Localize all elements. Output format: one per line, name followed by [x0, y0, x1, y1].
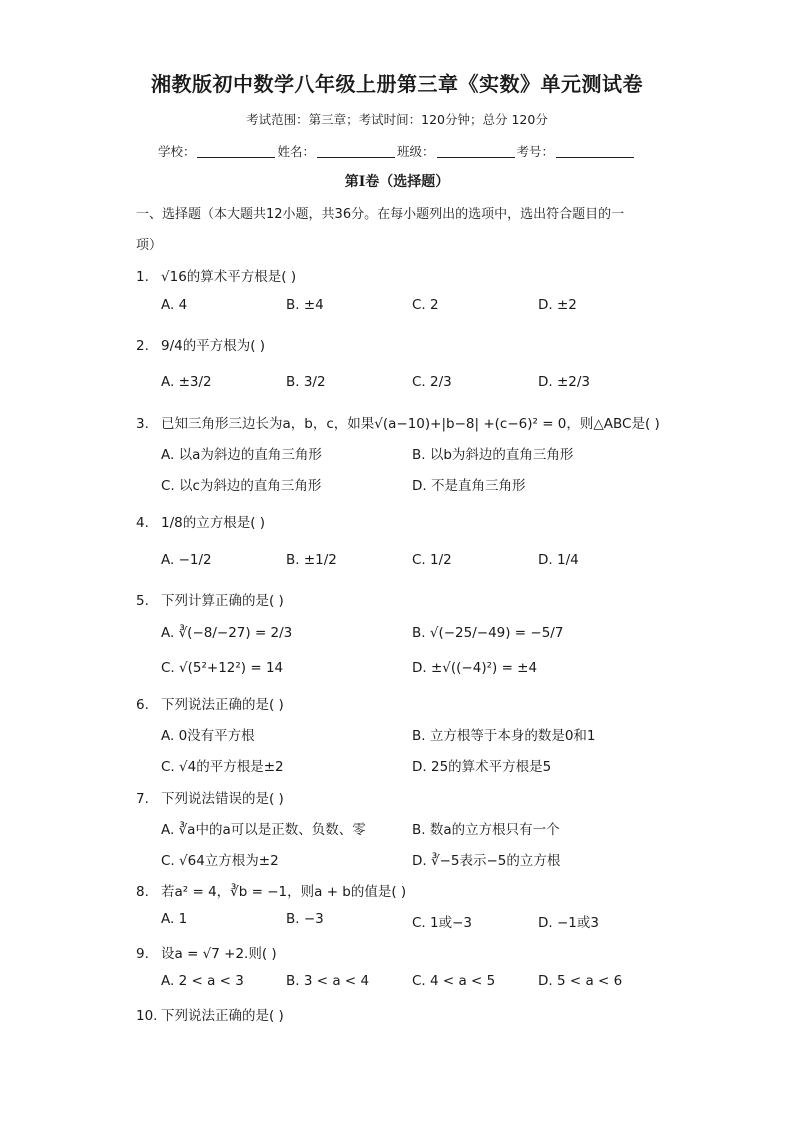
option-b: B. ±1/2	[286, 552, 337, 568]
question-8	[136, 880, 406, 900]
option-a: A. 1	[161, 911, 188, 927]
question-stem: 设a = √7 +2.则( )	[161, 946, 277, 962]
question-2	[136, 334, 265, 354]
question-stem: 下列说法正确的是( )	[161, 697, 284, 713]
student-info-fields	[0, 142, 794, 160]
question-stem: √16的算术平方根是( )	[161, 269, 297, 285]
option-c: C. √(5²+12²) = 14	[161, 660, 284, 676]
question-stem: 下列说法正确的是( )	[161, 1008, 284, 1024]
question-stem: 1/8的立方根是( )	[161, 515, 266, 531]
question-number: 3.	[136, 416, 149, 432]
option-c: C. 4 < a < 5	[412, 973, 496, 989]
section-intro: 一、选择题（本大题共12小题，共36分。在每小题列出的选项中，选出符合题目的一	[136, 207, 625, 222]
option-b: B. 数a的立方根只有一个	[412, 822, 560, 838]
option-a: A. −1/2	[161, 552, 212, 568]
option-a: A. ∛a中的a可以是正数、负数、零	[161, 822, 366, 838]
option-c: C. 1/2	[412, 552, 452, 568]
question-7	[136, 787, 284, 807]
id-label: 考号：	[516, 144, 555, 159]
option-b: B. −3	[286, 911, 324, 927]
question-number: 6.	[136, 697, 149, 713]
question-stem: 下列说法错误的是( )	[161, 791, 284, 807]
class-label: 班级：	[397, 144, 435, 159]
option-c: C. √64立方根为±2	[161, 853, 279, 869]
option-a: A. 2 < a < 3	[161, 973, 244, 989]
option-b: B. 3/2	[286, 374, 326, 390]
question-stem: 已知三角形三边长为a，b，c，如果√(a−10)+|b−8| +(c−6)² = 0，则△ABC是( )	[161, 416, 660, 432]
option-a: A. ±3/2	[161, 374, 212, 390]
question-number: 1.	[136, 269, 149, 285]
question-1	[136, 265, 296, 285]
option-d: D. ±√((−4)²) = ±4	[412, 660, 538, 676]
option-a: A. 4	[161, 297, 188, 313]
option-a: A. ∛(−8/−27) = 2/3	[161, 625, 293, 641]
question-10	[136, 1004, 284, 1024]
section-title: 第I卷（选择题）	[344, 174, 450, 190]
option-b: B. 3 < a < 4	[286, 973, 370, 989]
question-5	[136, 589, 284, 609]
question-6	[136, 693, 284, 713]
question-number: 7.	[136, 791, 149, 807]
option-d: D. ±2/3	[538, 374, 591, 390]
option-c: C. √4的平方根是±2	[161, 759, 284, 775]
option-d: D. 25的算术平方根是5	[412, 759, 552, 775]
question-number: 9.	[136, 946, 149, 962]
question-4	[136, 511, 265, 531]
option-d: D. 1/4	[538, 552, 579, 568]
option-d: D. ∛−5表示−5的立方根	[412, 853, 561, 869]
option-c: C. 1或−3	[412, 915, 472, 931]
name-label: 姓名：	[277, 144, 315, 159]
option-c: C. 2	[412, 297, 439, 313]
school-label: 学校：	[157, 144, 196, 159]
question-stem: 下列计算正确的是( )	[161, 593, 284, 609]
name-blank	[317, 145, 395, 158]
question-number: 4.	[136, 515, 149, 531]
class-blank	[437, 145, 515, 158]
option-b: B. 立方根等于本身的数是0和1	[412, 728, 596, 744]
option-b: B. √(−25/−49) = −5/7	[412, 625, 564, 641]
question-9	[136, 942, 277, 962]
option-a: A. 0没有平方根	[161, 728, 255, 744]
exam-info: 考试范围：第三章；考试时间：120分钟；总分 120分	[246, 112, 548, 127]
option-d: D. −1或3	[538, 915, 599, 931]
option-d: D. 不是直角三角形	[412, 478, 526, 494]
question-number: 10.	[136, 1008, 158, 1024]
option-d: D. 5 < a < 6	[538, 973, 623, 989]
section-intro-cont: 项）	[136, 238, 163, 253]
option-c: C. 以c为斜边的直角三角形	[161, 478, 322, 494]
question-3	[136, 412, 660, 432]
option-a: A. 以a为斜边的直角三角形	[161, 447, 322, 463]
option-d: D. ±2	[538, 297, 577, 313]
option-b: B. ±4	[286, 297, 324, 313]
question-stem: 若a² = 4，∛b = −1，则a + b的值是( )	[161, 884, 407, 900]
question-number: 8.	[136, 884, 149, 900]
question-number: 5.	[136, 593, 149, 609]
id-blank	[556, 145, 634, 158]
page-title: 湘教版初中数学八年级上册第三章《实数》单元测试卷	[151, 72, 643, 96]
question-stem: 9/4的平方根为( )	[161, 338, 266, 354]
option-c: C. 2/3	[412, 374, 452, 390]
question-number: 2.	[136, 338, 149, 354]
option-b: B. 以b为斜边的直角三角形	[412, 447, 574, 463]
school-blank	[197, 145, 275, 158]
